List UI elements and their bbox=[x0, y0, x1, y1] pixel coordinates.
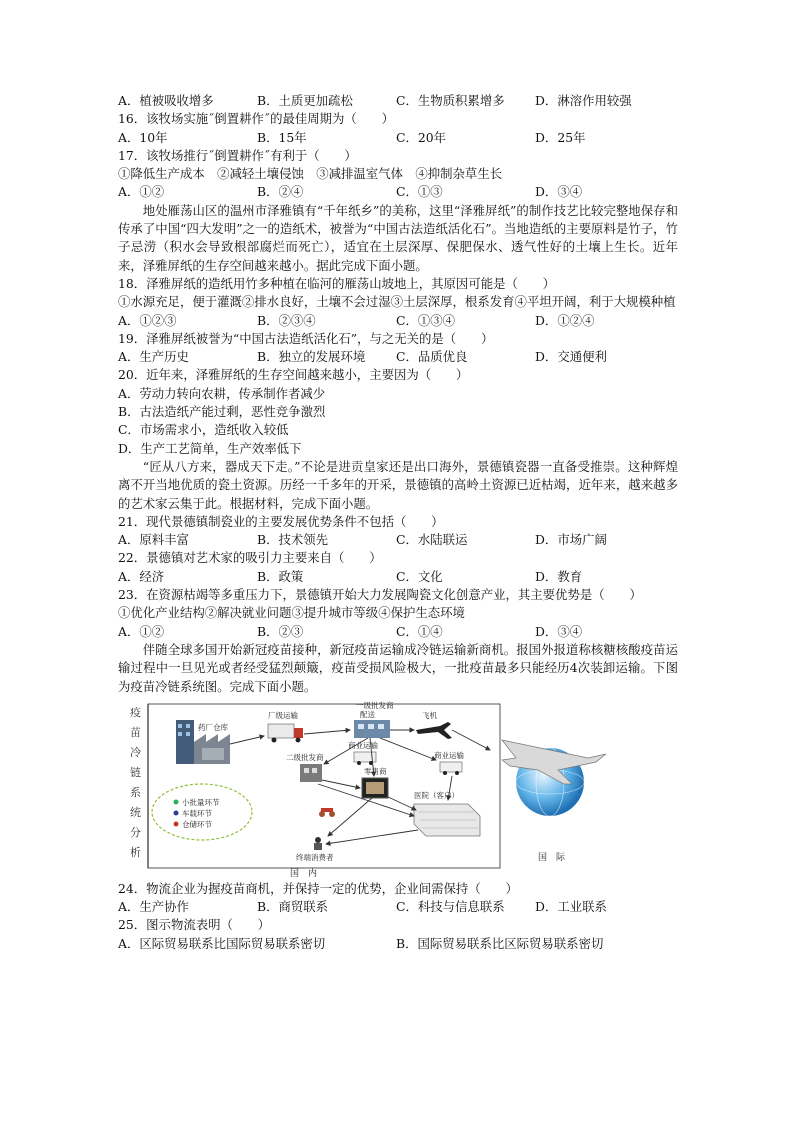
side-title-char: 链 bbox=[130, 765, 141, 779]
legend-dot bbox=[174, 810, 179, 815]
distribution-label: 配送 bbox=[360, 709, 375, 719]
factory-label: 药厂仓库 bbox=[198, 722, 228, 732]
q15-options bbox=[118, 92, 678, 110]
legend-item: 小批量环节 bbox=[182, 797, 220, 807]
q24-options bbox=[118, 898, 678, 916]
van-icon bbox=[440, 762, 462, 775]
q21-options bbox=[118, 531, 678, 549]
q19-options bbox=[118, 348, 678, 366]
legend-item: 车载环节 bbox=[182, 808, 212, 818]
q22-stem: 22．景德镇对艺术家的吸引力主要来自（ ） bbox=[118, 550, 382, 566]
factory-transport-label: 厂级运输 bbox=[268, 710, 298, 720]
airplane-icon bbox=[416, 722, 452, 739]
q18-option-a[interactable]: A．①②③ bbox=[118, 312, 177, 328]
cold-chain-diagram bbox=[118, 700, 678, 878]
q17-options bbox=[118, 183, 678, 201]
q20-option-a[interactable]: A．劳动力转向农耕，传承制作者减少 bbox=[118, 385, 326, 401]
plane-label: 飞机 bbox=[422, 710, 437, 720]
q24-option-d[interactable]: D．工业联系 bbox=[535, 899, 607, 915]
q24-option-a[interactable]: A．生产协作 bbox=[118, 899, 189, 915]
q21-stem: 21．现代景德镇制瓷业的主要发展优势条件不包括（ ） bbox=[118, 513, 444, 529]
q23-option-d[interactable]: D．③④ bbox=[535, 623, 583, 639]
wholesaler-building-icon bbox=[354, 720, 390, 738]
q17-option-a[interactable]: A．①② bbox=[118, 184, 165, 200]
warehouse-icon bbox=[300, 764, 322, 782]
q21-option-b[interactable]: B．技术领先 bbox=[257, 532, 329, 548]
q15-option-c[interactable]: C．生物质积累增多 bbox=[396, 93, 505, 108]
q23-statements: ①优化产业结构②解决就业问题③提升城市等级④保护生态环境 bbox=[118, 605, 465, 621]
q16-stem: 16．该牧场实施˝倒置耕作˝的最佳周期为（ ） bbox=[118, 111, 394, 127]
side-title-char: 疫 bbox=[130, 705, 141, 719]
passage-jingdezhen: “匠从八方来，器成天下走。”不论是进贡皇家还是出口海外，景德镇瓷器一直备受推崇。这种辉煌离不开当地优质的瓷土资源。历经一千多年的开采，景德镇的高岭土资源已近枯竭，近年来，越来越多的艺术家云集于此。根据材料，完成下面小题。 bbox=[118, 458, 678, 511]
q23-option-c[interactable]: C．①④ bbox=[396, 623, 443, 639]
q16-options bbox=[118, 129, 678, 147]
q21-option-d[interactable]: D．市场广阔 bbox=[535, 532, 607, 548]
q17-stem: 17．该牧场推行˝倒置耕作˝有利于（ ） bbox=[118, 147, 357, 163]
q20-stem: 20．近年来，泽雅屏纸的生存空间越来越小，主要因为（ ） bbox=[118, 367, 469, 383]
passage-zeya-paper: 地处雁荡山区的温州市泽雅镇有“千年纸乡”的美称，这里“泽雅屏纸”的制作技艺比较完整地保存和传承了中国“四大发明”之一的造纸术，被誉为“中国古法造纸活化石”。当地造纸的主要原料是竹子，竹子忌涝（积水会导致根部腐烂而死亡），适宜在土层深厚、保肥保水、透气性好的土壤上生长。近年来，泽雅屏纸的生存空间越来越小。据此完成下面小题。 bbox=[118, 202, 678, 273]
exam-page bbox=[118, 92, 678, 953]
q20-option-d[interactable]: D．生产工艺简单，生产效率低下 bbox=[118, 440, 302, 456]
q20-option-b[interactable]: B．古法造纸产能过剩，恶性竞争激烈 bbox=[118, 404, 326, 420]
consumer-label: 终端消费者 bbox=[296, 852, 334, 862]
hospital-icon bbox=[414, 804, 480, 836]
q22-option-c[interactable]: C．文化 bbox=[396, 568, 443, 584]
q23-option-a[interactable]: A．①② bbox=[118, 623, 165, 639]
consumer-icon bbox=[314, 837, 322, 850]
q25-stem: 25．图示物流表明（ ） bbox=[118, 917, 271, 933]
q25-option-a[interactable]: A．区际贸易联系比国际贸易联系密切 bbox=[118, 935, 326, 951]
q17-statements: ①降低生产成本 ②减轻土壤侵蚀 ③减排温室气体 ④抑制杂草生长 bbox=[118, 166, 503, 182]
side-title-char: 析 bbox=[130, 845, 141, 859]
retailer-icon bbox=[362, 778, 388, 798]
q19-option-a[interactable]: A．生产历史 bbox=[118, 349, 189, 365]
q16-option-d[interactable]: D．25年 bbox=[535, 129, 586, 145]
domestic-label: 国 内 bbox=[290, 868, 318, 878]
q18-statements: ①水源充足，便于灌溉②排水良好，土壤不会过湿③土层深厚，根系发育④平坦开阔，利于大规模种植 bbox=[118, 294, 676, 310]
q19-option-d[interactable]: D．交通便利 bbox=[535, 349, 607, 365]
side-title-char: 统 bbox=[130, 805, 141, 819]
q16-option-c[interactable]: C．20年 bbox=[396, 129, 447, 145]
q19-option-c[interactable]: C．品质优良 bbox=[396, 349, 468, 365]
q18-option-c[interactable]: C．①③④ bbox=[396, 312, 456, 328]
passage-vaccine: 伴随全球多国开始新冠疫苗接种，新冠疫苗运输成冷链运输新商机。报国外报道称核糖核酸疫苗运输过程中一旦见光或者经受猛烈颠簸，疫苗受损风险极大，一批疫苗最多只能经历4次装卸运输。下图为疫苗冷链系统图。完成下面小题。 bbox=[118, 641, 678, 694]
wholesaler2-label: 二级批发商 bbox=[286, 752, 324, 762]
q23-option-b[interactable]: B．②③ bbox=[257, 623, 304, 639]
q16-option-a[interactable]: A．10年 bbox=[118, 129, 168, 145]
side-title bbox=[130, 706, 141, 859]
q22-options bbox=[118, 568, 678, 586]
q25-options bbox=[118, 935, 678, 953]
q24-option-b[interactable]: B．商贸联系 bbox=[257, 899, 329, 915]
q17-option-d[interactable]: D．③④ bbox=[535, 184, 583, 200]
q15-option-d[interactable]: D．淋溶作用较强 bbox=[535, 93, 632, 108]
legend bbox=[152, 784, 252, 840]
q25-option-b[interactable]: B．国际贸易联系比区际贸易联系密切 bbox=[396, 935, 604, 951]
motorbike-icon bbox=[319, 808, 335, 817]
q24-stem: 24．物流企业为握疫苗商机，并保持一定的优势，企业间需保持（ ） bbox=[118, 880, 518, 896]
legend-item: 仓储环节 bbox=[182, 819, 212, 829]
truck-icon bbox=[268, 724, 303, 743]
q18-stem: 18．泽雅屏纸的造纸用竹多种植在临河的雁荡山坡地上，其原因可能是（ ） bbox=[118, 275, 556, 291]
vaccine-cold-chain-figure bbox=[118, 700, 678, 878]
retailer-label: 零售商 bbox=[364, 766, 387, 776]
q23-stem: 23．在资源枯竭等多重压力下，景德镇开始大力发展陶瓷文化创意产业，其主要优势是（ ） bbox=[118, 587, 642, 603]
international-label: 国 际 bbox=[538, 852, 566, 863]
q17-option-b[interactable]: B．②④ bbox=[257, 184, 304, 200]
q16-option-b[interactable]: B．15年 bbox=[257, 129, 307, 145]
q18-option-b[interactable]: B．②③④ bbox=[257, 312, 316, 328]
side-title-char: 系 bbox=[130, 785, 141, 799]
commercial-transport2-label: 商业运输 bbox=[434, 750, 464, 760]
q17-option-c[interactable]: C．①③ bbox=[396, 184, 443, 200]
q15-option-b[interactable]: B．土质更加疏松 bbox=[257, 93, 353, 108]
q18-options bbox=[118, 312, 678, 330]
q22-option-b[interactable]: B．政策 bbox=[257, 568, 304, 584]
wholesaler1-label: 一级批发商 bbox=[356, 700, 394, 710]
q24-option-c[interactable]: C．科技与信息联系 bbox=[396, 899, 505, 915]
side-title-char: 冷 bbox=[130, 745, 141, 759]
q19-option-b[interactable]: B．独立的发展环境 bbox=[257, 349, 366, 365]
side-title-char: 分 bbox=[130, 825, 141, 839]
q23-options bbox=[118, 623, 678, 641]
legend-dot bbox=[174, 821, 179, 826]
q20-option-c[interactable]: C．市场需求小，造纸收入较低 bbox=[118, 422, 289, 438]
q22-option-a[interactable]: A．经济 bbox=[118, 568, 165, 584]
commercial-transport1-label: 商业运输 bbox=[348, 740, 378, 750]
hospital-label: 医院（客户） bbox=[414, 790, 459, 800]
legend-dot bbox=[174, 799, 179, 804]
side-title-char: 苗 bbox=[130, 725, 141, 739]
q21-option-c[interactable]: C．水陆联运 bbox=[396, 532, 468, 548]
q15-option-a[interactable]: A．植被吸收增多 bbox=[118, 93, 214, 108]
q18-option-d[interactable]: D．①②④ bbox=[535, 312, 595, 328]
q22-option-d[interactable]: D．教育 bbox=[535, 568, 583, 584]
q21-option-a[interactable]: A．原料丰富 bbox=[118, 532, 189, 548]
q19-stem: 19．泽雅屏纸被誉为“中国古法造纸活化石”，与之无关的是（ ） bbox=[118, 330, 494, 346]
